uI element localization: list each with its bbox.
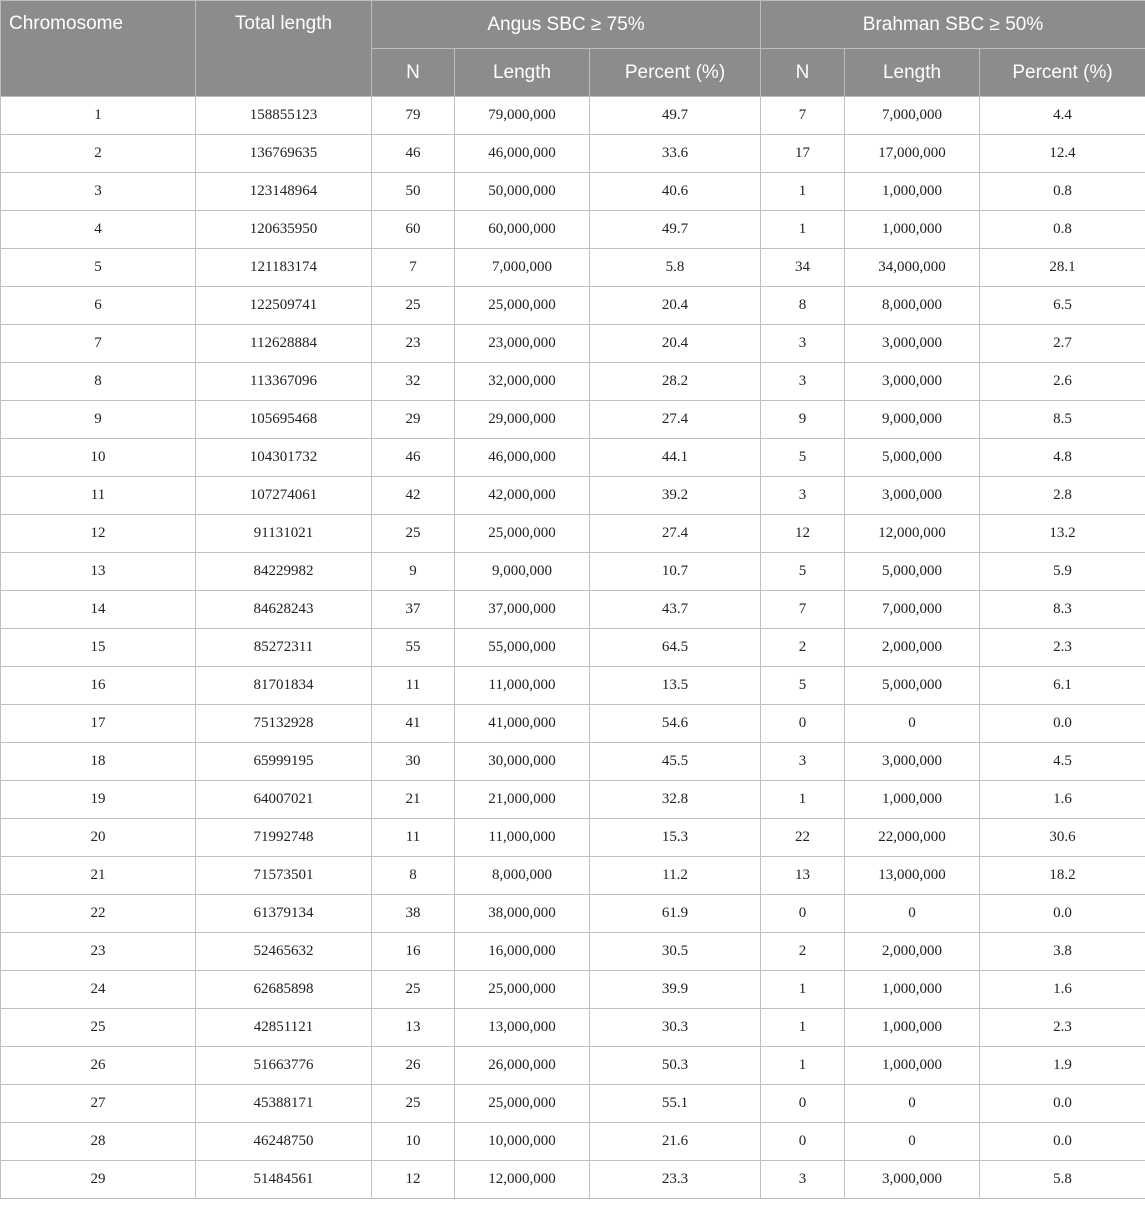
angus-length-cell: 8,000,000 bbox=[455, 857, 590, 895]
total-length-cell: 71992748 bbox=[196, 819, 372, 857]
chromosome-cell: 9 bbox=[1, 401, 196, 439]
total-length-cell: 105695468 bbox=[196, 401, 372, 439]
brahman-n-cell: 3 bbox=[761, 743, 845, 781]
brahman-n-cell: 3 bbox=[761, 325, 845, 363]
angus-length-cell: 32,000,000 bbox=[455, 363, 590, 401]
table-row bbox=[1, 249, 1145, 287]
table-row bbox=[1, 287, 1145, 325]
total-length-cell: 113367096 bbox=[196, 363, 372, 401]
angus-percent-cell: 55.1 bbox=[590, 1085, 761, 1123]
angus-length-cell: 11,000,000 bbox=[455, 667, 590, 705]
angus-length-cell: 9,000,000 bbox=[455, 553, 590, 591]
total-length-cell: 136769635 bbox=[196, 135, 372, 173]
angus-length-cell: 16,000,000 bbox=[455, 933, 590, 971]
angus-n-cell: 26 bbox=[372, 1047, 455, 1085]
brahman-percent-cell: 18.2 bbox=[980, 857, 1145, 895]
chromosome-cell: 21 bbox=[1, 857, 196, 895]
total-length-cell: 85272311 bbox=[196, 629, 372, 667]
brahman-length-cell: 1,000,000 bbox=[845, 173, 980, 211]
angus-percent-cell: 5.8 bbox=[590, 249, 761, 287]
angus-percent-cell: 13.5 bbox=[590, 667, 761, 705]
chromosome-cell: 28 bbox=[1, 1123, 196, 1161]
brahman-percent-cell: 0.8 bbox=[980, 173, 1145, 211]
brahman-percent-cell: 2.6 bbox=[980, 363, 1145, 401]
table-row bbox=[1, 553, 1145, 591]
total-length-cell: 121183174 bbox=[196, 249, 372, 287]
brahman-percent-cell: 2.7 bbox=[980, 325, 1145, 363]
brahman-percent-cell: 4.8 bbox=[980, 439, 1145, 477]
total-length-cell: 158855123 bbox=[196, 97, 372, 135]
brahman-length-cell: 7,000,000 bbox=[845, 591, 980, 629]
total-length-cell: 51484561 bbox=[196, 1161, 372, 1199]
chromosome-cell: 13 bbox=[1, 553, 196, 591]
chromosome-cell: 10 bbox=[1, 439, 196, 477]
chromosome-cell: 12 bbox=[1, 515, 196, 553]
brahman-length-cell: 3,000,000 bbox=[845, 363, 980, 401]
brahman-n-cell: 0 bbox=[761, 705, 845, 743]
angus-length-cell: 13,000,000 bbox=[455, 1009, 590, 1047]
angus-length-cell: 25,000,000 bbox=[455, 971, 590, 1009]
angus-length-cell: 23,000,000 bbox=[455, 325, 590, 363]
angus-n-cell: 12 bbox=[372, 1161, 455, 1199]
angus-n-cell: 8 bbox=[372, 857, 455, 895]
header-total-length: Total length bbox=[196, 1, 372, 97]
header-angus-length: Length bbox=[455, 49, 590, 97]
angus-length-cell: 25,000,000 bbox=[455, 515, 590, 553]
chromosome-cell: 14 bbox=[1, 591, 196, 629]
total-length-cell: 112628884 bbox=[196, 325, 372, 363]
brahman-length-cell: 1,000,000 bbox=[845, 211, 980, 249]
chromosome-cell: 25 bbox=[1, 1009, 196, 1047]
table-row bbox=[1, 1123, 1145, 1161]
brahman-n-cell: 1 bbox=[761, 211, 845, 249]
angus-percent-cell: 27.4 bbox=[590, 401, 761, 439]
chromosome-cell: 11 bbox=[1, 477, 196, 515]
angus-length-cell: 37,000,000 bbox=[455, 591, 590, 629]
angus-n-cell: 29 bbox=[372, 401, 455, 439]
angus-n-cell: 16 bbox=[372, 933, 455, 971]
brahman-n-cell: 1 bbox=[761, 1009, 845, 1047]
angus-length-cell: 55,000,000 bbox=[455, 629, 590, 667]
angus-percent-cell: 39.2 bbox=[590, 477, 761, 515]
brahman-n-cell: 1 bbox=[761, 781, 845, 819]
brahman-length-cell: 13,000,000 bbox=[845, 857, 980, 895]
brahman-percent-cell: 8.5 bbox=[980, 401, 1145, 439]
header-brahman-percent: Percent (%) bbox=[980, 49, 1145, 97]
angus-n-cell: 25 bbox=[372, 971, 455, 1009]
angus-n-cell: 10 bbox=[372, 1123, 455, 1161]
brahman-length-cell: 9,000,000 bbox=[845, 401, 980, 439]
brahman-n-cell: 0 bbox=[761, 1123, 845, 1161]
brahman-length-cell: 3,000,000 bbox=[845, 1161, 980, 1199]
angus-percent-cell: 44.1 bbox=[590, 439, 761, 477]
table-row bbox=[1, 591, 1145, 629]
brahman-n-cell: 2 bbox=[761, 629, 845, 667]
angus-percent-cell: 50.3 bbox=[590, 1047, 761, 1085]
angus-n-cell: 37 bbox=[372, 591, 455, 629]
table-row bbox=[1, 743, 1145, 781]
angus-n-cell: 11 bbox=[372, 667, 455, 705]
table-row bbox=[1, 363, 1145, 401]
brahman-percent-cell: 28.1 bbox=[980, 249, 1145, 287]
brahman-n-cell: 17 bbox=[761, 135, 845, 173]
brahman-length-cell: 5,000,000 bbox=[845, 553, 980, 591]
total-length-cell: 91131021 bbox=[196, 515, 372, 553]
total-length-cell: 45388171 bbox=[196, 1085, 372, 1123]
table-row bbox=[1, 933, 1145, 971]
chromosome-cell: 4 bbox=[1, 211, 196, 249]
chromosome-cell: 16 bbox=[1, 667, 196, 705]
table-row bbox=[1, 857, 1145, 895]
table-row bbox=[1, 477, 1145, 515]
angus-percent-cell: 27.4 bbox=[590, 515, 761, 553]
chromosome-cell: 15 bbox=[1, 629, 196, 667]
brahman-n-cell: 3 bbox=[761, 477, 845, 515]
table-body bbox=[1, 97, 1145, 1199]
total-length-cell: 104301732 bbox=[196, 439, 372, 477]
angus-percent-cell: 32.8 bbox=[590, 781, 761, 819]
total-length-cell: 61379134 bbox=[196, 895, 372, 933]
angus-length-cell: 30,000,000 bbox=[455, 743, 590, 781]
table-row bbox=[1, 1047, 1145, 1085]
angus-n-cell: 41 bbox=[372, 705, 455, 743]
brahman-length-cell: 0 bbox=[845, 895, 980, 933]
table-row bbox=[1, 135, 1145, 173]
angus-percent-cell: 54.6 bbox=[590, 705, 761, 743]
angus-n-cell: 79 bbox=[372, 97, 455, 135]
chromosome-cell: 5 bbox=[1, 249, 196, 287]
brahman-n-cell: 5 bbox=[761, 553, 845, 591]
brahman-percent-cell: 0.0 bbox=[980, 1123, 1145, 1161]
angus-n-cell: 55 bbox=[372, 629, 455, 667]
angus-percent-cell: 30.3 bbox=[590, 1009, 761, 1047]
brahman-length-cell: 17,000,000 bbox=[845, 135, 980, 173]
chromosome-cell: 2 bbox=[1, 135, 196, 173]
brahman-percent-cell: 1.9 bbox=[980, 1047, 1145, 1085]
table-row bbox=[1, 629, 1145, 667]
brahman-percent-cell: 0.0 bbox=[980, 895, 1145, 933]
angus-percent-cell: 28.2 bbox=[590, 363, 761, 401]
angus-length-cell: 50,000,000 bbox=[455, 173, 590, 211]
table-header bbox=[1, 1, 1145, 97]
angus-length-cell: 38,000,000 bbox=[455, 895, 590, 933]
angus-percent-cell: 40.6 bbox=[590, 173, 761, 211]
total-length-cell: 51663776 bbox=[196, 1047, 372, 1085]
angus-percent-cell: 21.6 bbox=[590, 1123, 761, 1161]
table-row bbox=[1, 781, 1145, 819]
chromosome-cell: 29 bbox=[1, 1161, 196, 1199]
angus-n-cell: 60 bbox=[372, 211, 455, 249]
brahman-length-cell: 0 bbox=[845, 1085, 980, 1123]
total-length-cell: 123148964 bbox=[196, 173, 372, 211]
total-length-cell: 84229982 bbox=[196, 553, 372, 591]
brahman-percent-cell: 30.6 bbox=[980, 819, 1145, 857]
header-brahman-group: Brahman SBC ≥ 50% bbox=[761, 1, 1145, 49]
chromosome-cell: 19 bbox=[1, 781, 196, 819]
chromosome-cell: 7 bbox=[1, 325, 196, 363]
brahman-percent-cell: 5.8 bbox=[980, 1161, 1145, 1199]
brahman-length-cell: 8,000,000 bbox=[845, 287, 980, 325]
brahman-length-cell: 2,000,000 bbox=[845, 629, 980, 667]
angus-length-cell: 41,000,000 bbox=[455, 705, 590, 743]
total-length-cell: 122509741 bbox=[196, 287, 372, 325]
table-row bbox=[1, 819, 1145, 857]
angus-length-cell: 7,000,000 bbox=[455, 249, 590, 287]
brahman-n-cell: 1 bbox=[761, 1047, 845, 1085]
brahman-n-cell: 0 bbox=[761, 895, 845, 933]
brahman-n-cell: 7 bbox=[761, 97, 845, 135]
brahman-length-cell: 1,000,000 bbox=[845, 781, 980, 819]
angus-n-cell: 25 bbox=[372, 1085, 455, 1123]
brahman-percent-cell: 5.9 bbox=[980, 553, 1145, 591]
chromosome-cell: 20 bbox=[1, 819, 196, 857]
angus-percent-cell: 15.3 bbox=[590, 819, 761, 857]
angus-n-cell: 42 bbox=[372, 477, 455, 515]
brahman-n-cell: 9 bbox=[761, 401, 845, 439]
brahman-n-cell: 22 bbox=[761, 819, 845, 857]
table-row bbox=[1, 895, 1145, 933]
table-row bbox=[1, 173, 1145, 211]
angus-percent-cell: 11.2 bbox=[590, 857, 761, 895]
angus-n-cell: 11 bbox=[372, 819, 455, 857]
chromosome-cell: 17 bbox=[1, 705, 196, 743]
brahman-n-cell: 12 bbox=[761, 515, 845, 553]
angus-length-cell: 11,000,000 bbox=[455, 819, 590, 857]
brahman-percent-cell: 6.1 bbox=[980, 667, 1145, 705]
angus-n-cell: 46 bbox=[372, 439, 455, 477]
brahman-percent-cell: 4.5 bbox=[980, 743, 1145, 781]
brahman-length-cell: 3,000,000 bbox=[845, 743, 980, 781]
table-row bbox=[1, 401, 1145, 439]
angus-percent-cell: 20.4 bbox=[590, 287, 761, 325]
chromosome-cell: 27 bbox=[1, 1085, 196, 1123]
brahman-n-cell: 5 bbox=[761, 439, 845, 477]
brahman-percent-cell: 2.8 bbox=[980, 477, 1145, 515]
header-brahman-n: N bbox=[761, 49, 845, 97]
chromosome-cell: 3 bbox=[1, 173, 196, 211]
angus-n-cell: 38 bbox=[372, 895, 455, 933]
table-row bbox=[1, 325, 1145, 363]
brahman-length-cell: 1,000,000 bbox=[845, 971, 980, 1009]
brahman-n-cell: 3 bbox=[761, 1161, 845, 1199]
total-length-cell: 75132928 bbox=[196, 705, 372, 743]
brahman-length-cell: 3,000,000 bbox=[845, 325, 980, 363]
brahman-length-cell: 2,000,000 bbox=[845, 933, 980, 971]
total-length-cell: 42851121 bbox=[196, 1009, 372, 1047]
chromosome-cell: 23 bbox=[1, 933, 196, 971]
brahman-percent-cell: 12.4 bbox=[980, 135, 1145, 173]
total-length-cell: 64007021 bbox=[196, 781, 372, 819]
header-angus-group: Angus SBC ≥ 75% bbox=[372, 1, 761, 49]
brahman-length-cell: 5,000,000 bbox=[845, 667, 980, 705]
angus-n-cell: 46 bbox=[372, 135, 455, 173]
total-length-cell: 84628243 bbox=[196, 591, 372, 629]
total-length-cell: 46248750 bbox=[196, 1123, 372, 1161]
brahman-percent-cell: 0.0 bbox=[980, 1085, 1145, 1123]
brahman-n-cell: 3 bbox=[761, 363, 845, 401]
chromosome-cell: 18 bbox=[1, 743, 196, 781]
brahman-length-cell: 5,000,000 bbox=[845, 439, 980, 477]
total-length-cell: 120635950 bbox=[196, 211, 372, 249]
chromosome-cell: 6 bbox=[1, 287, 196, 325]
table-row bbox=[1, 971, 1145, 1009]
table-row bbox=[1, 667, 1145, 705]
brahman-length-cell: 3,000,000 bbox=[845, 477, 980, 515]
table-row bbox=[1, 1161, 1145, 1199]
angus-length-cell: 26,000,000 bbox=[455, 1047, 590, 1085]
brahman-n-cell: 2 bbox=[761, 933, 845, 971]
table-row bbox=[1, 439, 1145, 477]
angus-n-cell: 32 bbox=[372, 363, 455, 401]
angus-n-cell: 30 bbox=[372, 743, 455, 781]
brahman-n-cell: 7 bbox=[761, 591, 845, 629]
brahman-percent-cell: 2.3 bbox=[980, 1009, 1145, 1047]
chromosome-cell: 24 bbox=[1, 971, 196, 1009]
brahman-percent-cell: 8.3 bbox=[980, 591, 1145, 629]
brahman-percent-cell: 3.8 bbox=[980, 933, 1145, 971]
angus-length-cell: 21,000,000 bbox=[455, 781, 590, 819]
brahman-length-cell: 1,000,000 bbox=[845, 1047, 980, 1085]
angus-length-cell: 29,000,000 bbox=[455, 401, 590, 439]
brahman-percent-cell: 13.2 bbox=[980, 515, 1145, 553]
chromosome-cell: 22 bbox=[1, 895, 196, 933]
brahman-percent-cell: 0.8 bbox=[980, 211, 1145, 249]
angus-length-cell: 10,000,000 bbox=[455, 1123, 590, 1161]
brahman-n-cell: 13 bbox=[761, 857, 845, 895]
angus-percent-cell: 23.3 bbox=[590, 1161, 761, 1199]
brahman-n-cell: 8 bbox=[761, 287, 845, 325]
angus-length-cell: 79,000,000 bbox=[455, 97, 590, 135]
total-length-cell: 107274061 bbox=[196, 477, 372, 515]
angus-percent-cell: 61.9 bbox=[590, 895, 761, 933]
brahman-n-cell: 0 bbox=[761, 1085, 845, 1123]
angus-percent-cell: 49.7 bbox=[590, 211, 761, 249]
angus-length-cell: 42,000,000 bbox=[455, 477, 590, 515]
angus-percent-cell: 39.9 bbox=[590, 971, 761, 1009]
chromosome-cell: 1 bbox=[1, 97, 196, 135]
brahman-n-cell: 1 bbox=[761, 173, 845, 211]
angus-percent-cell: 45.5 bbox=[590, 743, 761, 781]
angus-percent-cell: 33.6 bbox=[590, 135, 761, 173]
brahman-percent-cell: 2.3 bbox=[980, 629, 1145, 667]
angus-percent-cell: 30.5 bbox=[590, 933, 761, 971]
angus-percent-cell: 10.7 bbox=[590, 553, 761, 591]
brahman-percent-cell: 6.5 bbox=[980, 287, 1145, 325]
table-row bbox=[1, 1009, 1145, 1047]
brahman-n-cell: 1 bbox=[761, 971, 845, 1009]
brahman-percent-cell: 1.6 bbox=[980, 781, 1145, 819]
angus-length-cell: 25,000,000 bbox=[455, 287, 590, 325]
total-length-cell: 71573501 bbox=[196, 857, 372, 895]
brahman-length-cell: 0 bbox=[845, 1123, 980, 1161]
chromosome-cell: 8 bbox=[1, 363, 196, 401]
table-row bbox=[1, 1085, 1145, 1123]
header-chromosome: Chromosome bbox=[1, 1, 196, 97]
angus-percent-cell: 43.7 bbox=[590, 591, 761, 629]
angus-percent-cell: 20.4 bbox=[590, 325, 761, 363]
brahman-length-cell: 7,000,000 bbox=[845, 97, 980, 135]
table-row bbox=[1, 97, 1145, 135]
brahman-length-cell: 0 bbox=[845, 705, 980, 743]
angus-length-cell: 46,000,000 bbox=[455, 439, 590, 477]
brahman-n-cell: 5 bbox=[761, 667, 845, 705]
brahman-percent-cell: 0.0 bbox=[980, 705, 1145, 743]
angus-length-cell: 12,000,000 bbox=[455, 1161, 590, 1199]
angus-n-cell: 50 bbox=[372, 173, 455, 211]
brahman-length-cell: 12,000,000 bbox=[845, 515, 980, 553]
header-brahman-length: Length bbox=[845, 49, 980, 97]
total-length-cell: 52465632 bbox=[196, 933, 372, 971]
table-row bbox=[1, 515, 1145, 553]
angus-n-cell: 13 bbox=[372, 1009, 455, 1047]
brahman-length-cell: 22,000,000 bbox=[845, 819, 980, 857]
angus-n-cell: 25 bbox=[372, 515, 455, 553]
chromosome-cell: 26 bbox=[1, 1047, 196, 1085]
angus-percent-cell: 49.7 bbox=[590, 97, 761, 135]
angus-length-cell: 46,000,000 bbox=[455, 135, 590, 173]
angus-percent-cell: 64.5 bbox=[590, 629, 761, 667]
brahman-length-cell: 1,000,000 bbox=[845, 1009, 980, 1047]
brahman-n-cell: 34 bbox=[761, 249, 845, 287]
angus-n-cell: 7 bbox=[372, 249, 455, 287]
brahman-length-cell: 34,000,000 bbox=[845, 249, 980, 287]
total-length-cell: 81701834 bbox=[196, 667, 372, 705]
angus-length-cell: 25,000,000 bbox=[455, 1085, 590, 1123]
table-row bbox=[1, 211, 1145, 249]
header-angus-n: N bbox=[372, 49, 455, 97]
table-row bbox=[1, 705, 1145, 743]
angus-length-cell: 60,000,000 bbox=[455, 211, 590, 249]
angus-n-cell: 21 bbox=[372, 781, 455, 819]
total-length-cell: 65999195 bbox=[196, 743, 372, 781]
total-length-cell: 62685898 bbox=[196, 971, 372, 1009]
angus-n-cell: 23 bbox=[372, 325, 455, 363]
brahman-percent-cell: 1.6 bbox=[980, 971, 1145, 1009]
brahman-percent-cell: 4.4 bbox=[980, 97, 1145, 135]
angus-n-cell: 9 bbox=[372, 553, 455, 591]
angus-n-cell: 25 bbox=[372, 287, 455, 325]
header-angus-percent: Percent (%) bbox=[590, 49, 761, 97]
